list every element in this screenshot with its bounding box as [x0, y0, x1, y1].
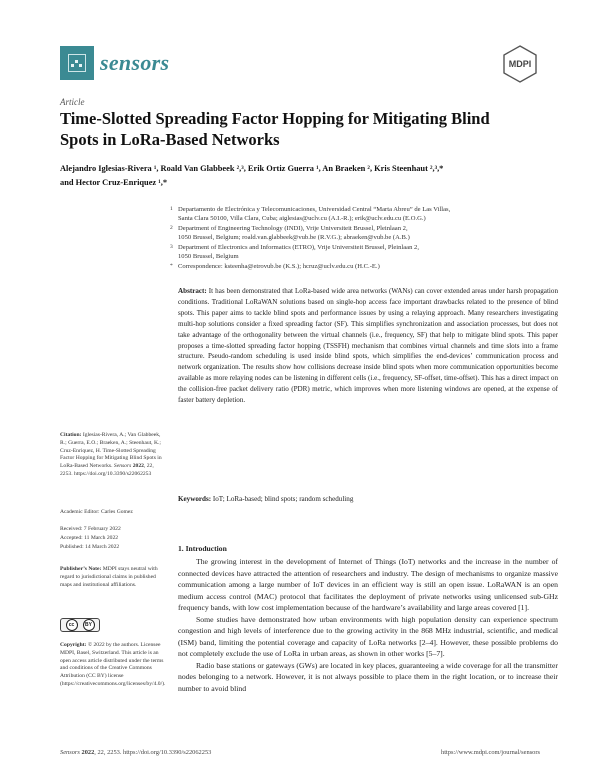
cc-icon: cc	[66, 619, 78, 631]
copyright-text: © 2022 by the authors. Licensee MDPI, Basel, Switzerland. This article is an open access article distributed under the terms and conditions of the Creative Commons Attribution (CC BY) license (https://creativecommons.org/licenses/by/4.0/).	[60, 642, 166, 687]
article-type-label: Article	[60, 97, 85, 107]
journal-name[interactable]: sensors	[100, 50, 170, 75]
affiliation-3	[170, 243, 558, 262]
keywords-text: IoT; LoRa-based; blind spots; random scheduling	[212, 495, 354, 503]
affiliation-mark: 2	[170, 225, 173, 231]
footer-citation	[60, 749, 211, 756]
accepted-date: Accepted: 11 March 2022	[60, 535, 119, 541]
abstract-label: Abstract:	[178, 287, 207, 295]
publisher-note-label: Publisher’s Note:	[60, 566, 102, 572]
introduction-body	[178, 556, 558, 694]
affiliation-text: Santa Clara 50100, Villa Clara, Cuba; aiglesias@uclv.cu (A.I.-R.); erik@uclv.edu.cu (E.O.G.)	[178, 215, 426, 223]
abstract	[178, 286, 558, 406]
keywords-label: Keywords:	[178, 495, 212, 503]
paragraph: Radio base stations or gateways (GWs) are located in key places, guaranteeing a wide coverage for all the transmitter nodes belonging to a network. However, it is not always possible to place them in the right location, or to increase their number to avoid blind	[178, 660, 558, 693]
cc-by-license-badge[interactable]	[60, 618, 100, 632]
publisher-note-text: MDPI stays neutral with regard to jurisdictional claims in published maps and institutional affiliations.	[60, 566, 158, 588]
author-line-1[interactable]: Alejandro Iglesias-Rivera ¹, Roald Van Glabbeek ²,³, Erik Ortiz Guerra ¹, An Braeken ², Kris Steenhaut ²,³,*	[60, 164, 444, 173]
affiliation-text: 1050 Brussel, Belgium	[178, 253, 239, 261]
publisher-logo-text: MDPI	[508, 59, 532, 69]
paragraph: Some studies have demonstrated how urban environments with high population density can experience spectrum congestion and high levels of interference due to the growing activity in the 868 MHz industrial, scientific, and medical (ISM) band, limiting the potential coverage and capacity of LoRa networks [2–4]. However, these possible problems do not completely exclude the use of LoRa in urban areas, as shown in other works [5–7].	[178, 614, 558, 658]
citation-text: Iglesias-Rivera, A.; Van Glabbeek, R.; Guerra, E.O.; Braeken, A.; Steenhaut, K.; Cruz-Enriquez, H. Time-Slotted Spreading Factor Hopping for Mitigating Blind Spots in LoRa-Based Networks.	[60, 432, 162, 470]
keywords	[178, 494, 558, 505]
citation-doi[interactable]: , 22, 2253. https://doi.org/10.3390/s22062253	[60, 463, 154, 477]
correspondence-text[interactable]: Correspondence: ksteenha@etrovub.be (K.S.); hcruz@uclv.edu.cu (H.C.-E.)	[178, 263, 380, 270]
correspondence-mark: *	[170, 263, 173, 269]
publisher-note	[60, 566, 165, 589]
by-icon: BY	[83, 619, 95, 631]
affiliation-1	[170, 205, 558, 224]
published-date: Published: 14 March 2022	[60, 544, 120, 550]
affiliation-2	[170, 224, 558, 243]
author-list	[60, 162, 550, 190]
correspondence	[170, 262, 558, 271]
affiliation-text: 1050 Brussel, Belgium; roald.van.glabbeek@vub.be (R.V.G.); abraeken@vub.be (A.B.)	[178, 234, 410, 242]
footer-journal: Sensors	[60, 749, 80, 756]
section-heading: 1. Introduction	[178, 544, 227, 553]
citation-journal: Sensors	[113, 463, 132, 470]
copyright-notice	[60, 642, 165, 689]
footer-doi[interactable]: , 22, 2253. https://doi.org/10.3390/s22062253	[94, 749, 212, 756]
citation-year: 2022	[132, 463, 144, 470]
footer-year: 2022	[81, 749, 95, 756]
citation-block	[60, 432, 165, 479]
page-footer	[60, 749, 540, 756]
abstract-text: It has been demonstrated that LoRa-based wide area networks (WANs) can cover extended areas under harsh propagation conditions. Traditional LoRaWAN solutions based on single-hop access face important drawbacks related to the presence of blind spots. This paper aims to tackle blind spots and performance issues by using a relaying approach. Many researchers investigating multi-hop solutions consider a fixed spreading factor (SF). This simplifies synchronization and association processes, but does not take advantage of the orthogonality between the virtual channels (i.e., frequency, SF) that help to mitigate blind spots. This paper proposes a time-slotted spreading factor hopping (TSSFH) mechanism that combines virtual channels and time slots into a frame structure. Pseudo-random scheduling is used inside blind spots, which simplifies the end-devices’ communication process and network organization. The results show how collisions decrease inside blind spots when more communication opportunities become available as more relaying nodes can be listening in different cells (i.e., frequency, SF-offset, time-offset). This has a direct impact on the collision-free packet delivery ratio (PDR) metric, which improves when more listening windows are opened, at the expense of faster battery depletion.	[178, 287, 558, 405]
affiliation-text: Departamento de Electrónica y Telecomunicaciones, Universidad Central “Marta Abreu” de Las Villas,	[178, 206, 451, 213]
academic-editor: Academic Editor: Carles Gomez	[60, 509, 133, 515]
copyright-label: Copyright:	[60, 642, 87, 648]
citation-label: Citation:	[60, 432, 82, 438]
footer-journal-url[interactable]: https://www.mdpi.com/journal/sensors	[441, 749, 540, 756]
author-line-2[interactable]: and Hector Cruz-Enriquez ¹,*	[60, 178, 168, 187]
journal-logo-icon	[60, 46, 94, 80]
affiliation-mark: 1	[170, 206, 173, 212]
affiliation-text: Department of Engineering Technology (INDI), Vrije Universiteit Brussel, Pleinlaan 2,	[178, 225, 408, 232]
received-date: Received: 7 February 2022	[60, 526, 121, 532]
article-title: Time-Slotted Spreading Factor Hopping for Mitigating Blind Spots in LoRa-Based Networks	[60, 109, 490, 149]
affiliation-mark: 3	[170, 244, 173, 250]
affiliation-text: Department of Electronics and Informatics (ETRO), Vrije Universiteit Brussel, Pleinlaan 2,	[178, 244, 420, 251]
paragraph: The growing interest in the development of Internet of Things (IoT) networks and the increase in the number of connected devices have attracted the attention of researchers and industry. The design of mechanisms to organize massive communication among a large number of IoT devices in an efficient way is still an open issue. LoRaWAN is an open medium access control (MAC) protocol that facilitates the deployment of private networks using unlicensed sub-GHz frequency bands, with low cost implementation because of the hardware’s availability and large areas covered [1].	[178, 557, 558, 612]
